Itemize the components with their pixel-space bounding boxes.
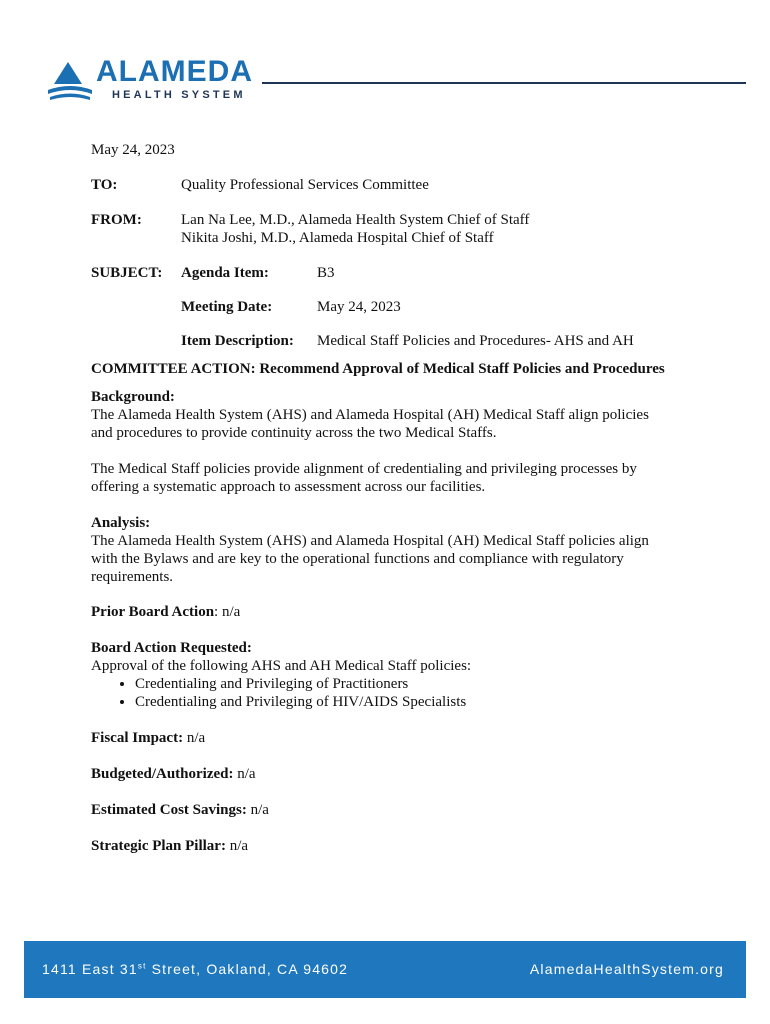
to-row (91, 176, 691, 194)
budgeted-authorized (91, 765, 691, 783)
to-label: TO: (91, 177, 118, 193)
address-superscript: st (137, 961, 147, 971)
estimated-cost-savings (91, 801, 691, 819)
prior-board-value: : n/a (214, 604, 241, 620)
savings-label: Estimated Cost Savings: (91, 802, 247, 818)
background-text: The Alameda Health System (AHS) and Alameda Hospital (AH) Medical Staff align policies (91, 407, 649, 423)
pillar-label: Strategic Plan Pillar: (91, 838, 226, 854)
background-heading: Background: (91, 389, 175, 405)
logo-wordmark: ALAMEDA (96, 55, 253, 88)
analysis-text: The Alameda Health System (AHS) and Alameda Hospital (AH) Medical Staff policies align (91, 533, 649, 549)
from-line: Nikita Joshi, M.D., Alameda Hospital Chief of Staff (181, 230, 494, 246)
analysis-heading: Analysis: (91, 515, 151, 531)
fiscal-label: Fiscal Impact: (91, 730, 184, 746)
fiscal-value: n/a (183, 730, 206, 746)
background-text: offering a systematic approach to assessment across our facilities. (91, 479, 486, 495)
from-line: Lan Na Lee, M.D., Alameda Health System Chief of Staff (181, 212, 530, 228)
agenda-item-value: B3 (317, 265, 335, 281)
from-row-2 (91, 229, 691, 247)
agenda-item-label: Agenda Item: (181, 265, 269, 281)
meeting-date-row (91, 298, 691, 316)
list-item: • Credentialing and Privileging of HIV/AIDS Specialists (135, 693, 691, 711)
strategic-plan-pillar (91, 837, 691, 855)
savings-value: n/a (246, 802, 269, 818)
prior-board-action (91, 603, 691, 621)
board-action-list (91, 675, 691, 711)
item-description-row (91, 332, 691, 350)
alameda-logo-icon (46, 60, 94, 102)
letterhead (0, 0, 770, 110)
background-text: and procedures to provide continuity across the two Medical Staffs. (91, 425, 497, 441)
address-part: Street, Oakland, CA 94602 (146, 961, 349, 977)
list-item: • Credentialing and Privileging of Practitioners (135, 675, 691, 693)
from-label: FROM: (91, 212, 142, 228)
meeting-date-value: May 24, 2023 (317, 299, 401, 315)
footer-address (42, 961, 348, 977)
memo-date: May 24, 2023 (91, 142, 175, 158)
footer-website-link[interactable]: AlamedaHealthSystem.org (529, 961, 724, 977)
to-value: Quality Professional Services Committee (181, 177, 429, 193)
item-description-label: Item Description: (181, 333, 294, 349)
committee-action: COMMITTEE ACTION: Recommend Approval of Medical Staff Policies and Procedures (91, 361, 665, 377)
budgeted-label: Budgeted/Authorized: (91, 766, 234, 782)
subject-row (91, 264, 691, 282)
meeting-date-label: Meeting Date: (181, 299, 273, 315)
board-action-intro: Approval of the following AHS and AH Medical Staff policies: (91, 658, 472, 674)
item-description-value: Medical Staff Policies and Procedures- AHS and AH (317, 333, 634, 349)
board-action-heading: Board Action Requested: (91, 640, 252, 656)
from-row-1 (91, 211, 691, 229)
footer-bar (24, 941, 746, 998)
analysis-text: requirements. (91, 569, 174, 585)
header-divider (262, 82, 746, 84)
subject-label: SUBJECT: (91, 265, 163, 281)
budgeted-value: n/a (233, 766, 256, 782)
background-text: The Medical Staff policies provide alignment of credentialing and privileging processes by (91, 461, 637, 477)
fiscal-impact (91, 729, 691, 747)
analysis-text: with the Bylaws and are key to the operational functions and compliance with regulatory (91, 551, 624, 567)
pillar-value: n/a (225, 838, 249, 854)
prior-board-label: Prior Board Action (91, 604, 215, 620)
memo-document (91, 141, 691, 855)
logo-subtitle: HEALTH SYSTEM (112, 89, 246, 101)
address-part: 1411 East 31 (42, 961, 138, 977)
